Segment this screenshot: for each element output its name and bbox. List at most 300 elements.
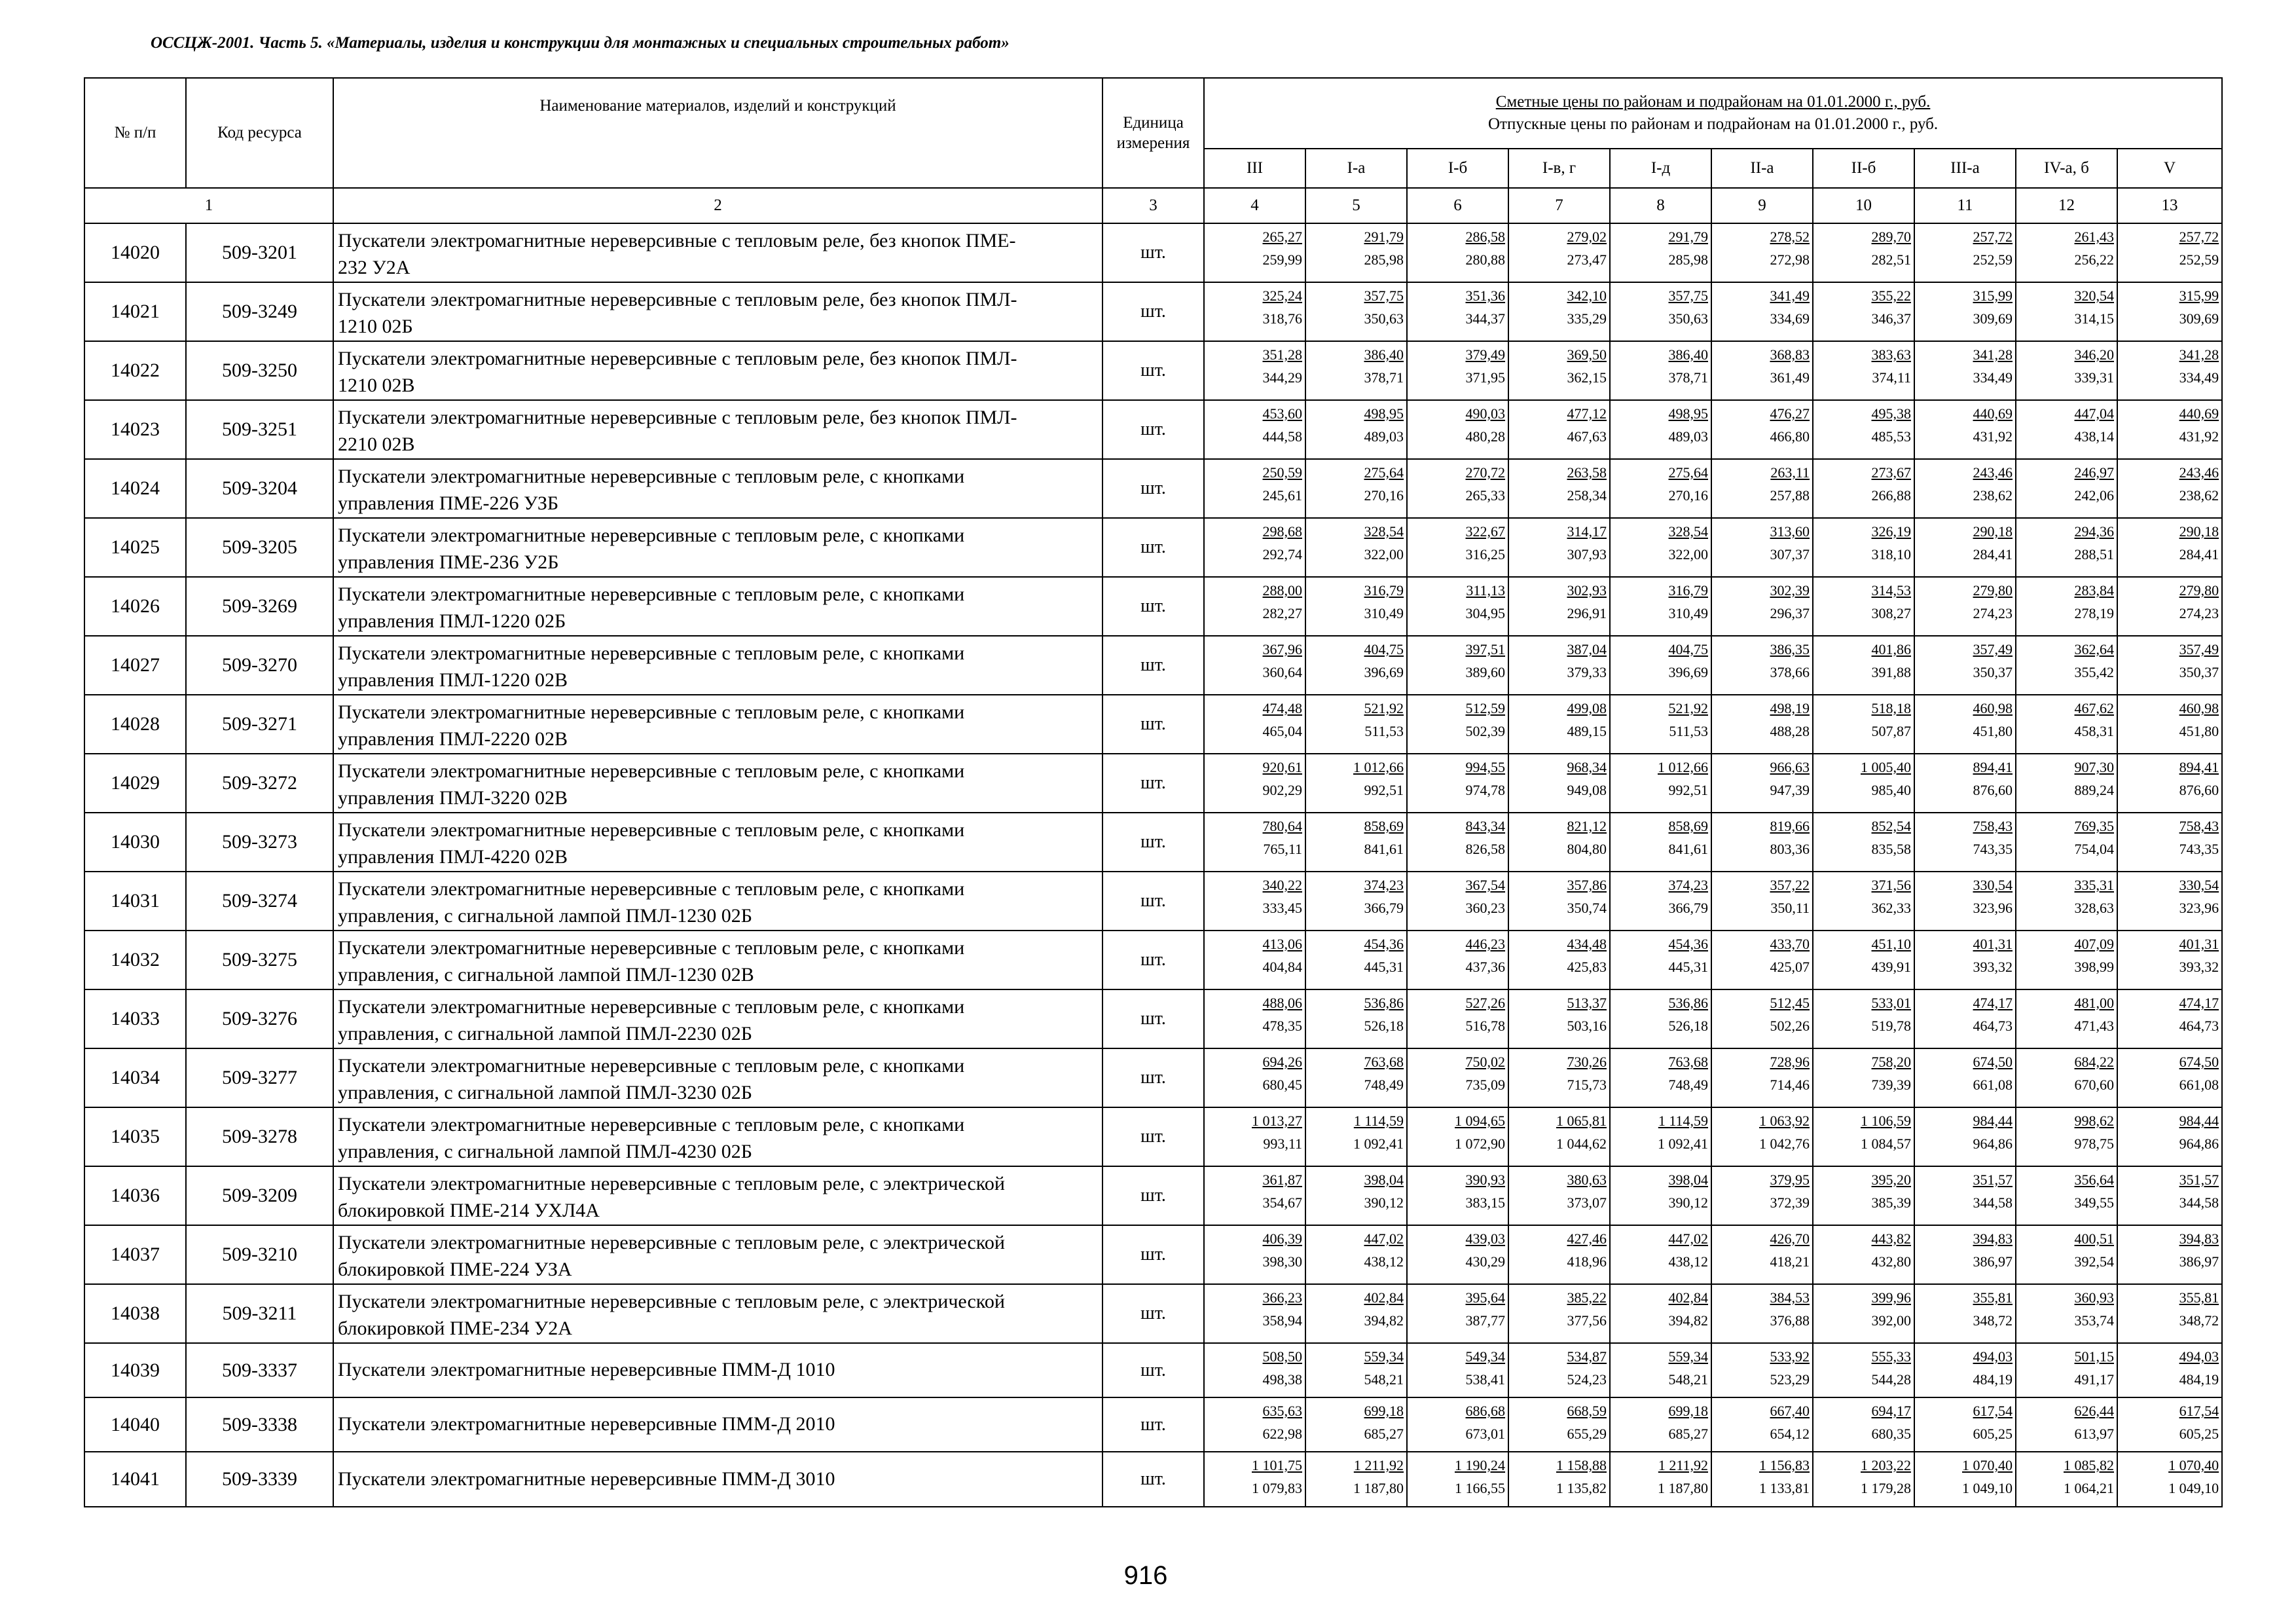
- price-cell: [1204, 1166, 1305, 1225]
- estimate-price: 369,50: [1567, 346, 1607, 363]
- release-price: 670,60: [2074, 1077, 2114, 1093]
- release-price: 318,76: [1262, 310, 1302, 327]
- release-price: 350,11: [1770, 900, 1810, 916]
- estimate-price: 386,35: [1770, 641, 1810, 657]
- estimate-price: 395,64: [1465, 1289, 1505, 1306]
- estimate-price: 257,72: [2179, 229, 2219, 245]
- release-price: 350,74: [1567, 900, 1607, 916]
- release-price: 318,10: [1871, 546, 1911, 563]
- price-cell: [1305, 400, 1407, 459]
- estimate-price: 534,87: [1567, 1348, 1607, 1365]
- price-cell: [1508, 931, 1610, 989]
- estimate-price: 536,86: [1668, 995, 1708, 1011]
- release-price: 465,04: [1262, 723, 1302, 739]
- estimate-price: 968,34: [1567, 759, 1607, 775]
- row-number: 14029: [84, 754, 186, 813]
- column-number: 3: [1102, 188, 1204, 223]
- row-number: 14038: [84, 1284, 186, 1343]
- release-price: 309,69: [1973, 310, 2013, 327]
- table-row: [84, 282, 2222, 341]
- estimate-price: 966,63: [1770, 759, 1810, 775]
- price-cell: [1711, 282, 1813, 341]
- column-number: 12: [2016, 188, 2117, 223]
- resource-code: 509-3277: [186, 1048, 333, 1107]
- release-price: 488,28: [1770, 723, 1810, 739]
- estimate-price: 1 085,82: [2064, 1457, 2114, 1473]
- price-cell: [1610, 1048, 1711, 1107]
- release-price: 390,12: [1364, 1194, 1404, 1211]
- price-cell: [1711, 1225, 1813, 1284]
- estimate-price: 1 070,40: [1962, 1457, 2013, 1473]
- row-number: 14039: [84, 1343, 186, 1397]
- estimate-price: 907,30: [2074, 759, 2114, 775]
- release-price: 430,29: [1465, 1253, 1505, 1270]
- release-price: 296,91: [1567, 605, 1607, 621]
- price-cell: [2117, 1166, 2222, 1225]
- running-header: ОССЦЖ-2001. Часть 5. «Материалы, изделия и конструкции для монтажных и специальных строительных работ»: [151, 34, 1010, 52]
- estimate-price: 684,22: [2074, 1054, 2114, 1070]
- release-price: 480,28: [1465, 428, 1505, 445]
- estimate-price: 360,93: [2074, 1289, 2114, 1306]
- release-price: 748,49: [1668, 1077, 1708, 1093]
- row-number: 14024: [84, 459, 186, 518]
- estimate-price: 501,15: [2074, 1348, 2114, 1365]
- price-cell: [1305, 1166, 1407, 1225]
- estimate-price: 498,95: [1668, 405, 1708, 422]
- release-price: 804,80: [1567, 841, 1607, 857]
- estimate-price: 322,67: [1465, 523, 1505, 540]
- price-cell: [1711, 577, 1813, 636]
- release-price: 314,15: [2074, 310, 2114, 327]
- release-price: 993,11: [1263, 1135, 1302, 1152]
- release-price: 307,93: [1567, 546, 1607, 563]
- material-name-line: Пускатели электромагнитные нереверсивные ПММ-Д 1010: [338, 1359, 835, 1381]
- price-cell: [2117, 754, 2222, 813]
- release-price: 288,51: [2074, 546, 2114, 563]
- resource-code: 509-3339: [186, 1452, 333, 1507]
- release-price: 393,32: [1973, 959, 2013, 975]
- price-cell: [2016, 577, 2117, 636]
- material-name-line: Пускатели электромагнитные нереверсивные с тепловым реле, без кнопок ПМЛ-: [338, 289, 1017, 310]
- release-price: 1 084,57: [1861, 1135, 1911, 1152]
- release-price: 328,63: [2074, 900, 2114, 916]
- price-cell: [1508, 518, 1610, 577]
- estimate-price: 758,20: [1871, 1054, 1911, 1070]
- price-cell: [1610, 1166, 1711, 1225]
- estimate-price: 1 156,83: [1759, 1457, 1810, 1473]
- release-price: 258,34: [1567, 487, 1607, 504]
- release-price: 714,46: [1770, 1077, 1810, 1093]
- release-price: 748,49: [1364, 1077, 1404, 1093]
- price-cell: [1407, 341, 1508, 400]
- estimate-price: 275,64: [1364, 464, 1404, 481]
- price-cell: [1711, 223, 1813, 282]
- price-cell: [1305, 813, 1407, 872]
- release-price: 335,29: [1567, 310, 1607, 327]
- estimate-price: 291,79: [1364, 229, 1404, 245]
- price-cell: [1407, 989, 1508, 1048]
- material-name-line: Пускатели электромагнитные нереверсивные с тепловым реле, с кнопками: [338, 525, 965, 546]
- estimate-price: 763,68: [1668, 1054, 1708, 1070]
- price-cell: [2117, 459, 2222, 518]
- release-price: 507,87: [1871, 723, 1911, 739]
- release-price: 478,35: [1262, 1018, 1302, 1034]
- release-price: 366,79: [1668, 900, 1708, 916]
- price-cell: [1914, 1452, 2016, 1507]
- release-price: 308,27: [1871, 605, 1911, 621]
- release-price: 485,53: [1871, 428, 1911, 445]
- estimate-price: 386,40: [1364, 346, 1404, 363]
- release-price: 489,15: [1567, 723, 1607, 739]
- resource-code: 509-3275: [186, 931, 333, 989]
- release-price: 390,12: [1668, 1194, 1708, 1211]
- price-cell: [1508, 459, 1610, 518]
- region-header: I-д: [1610, 149, 1711, 188]
- release-price: 511,53: [1669, 723, 1708, 739]
- price-cell: [1610, 400, 1711, 459]
- price-cell: [1711, 989, 1813, 1048]
- price-cell: [1813, 1284, 1914, 1343]
- estimate-price: 326,19: [1871, 523, 1911, 540]
- release-price: 376,88: [1770, 1312, 1810, 1329]
- row-number: 14035: [84, 1107, 186, 1166]
- estimate-price: 446,23: [1465, 936, 1505, 952]
- release-price: 379,33: [1567, 664, 1607, 680]
- price-cell: [1508, 754, 1610, 813]
- release-price: 673,01: [1465, 1426, 1505, 1442]
- estimate-price: 699,18: [1668, 1403, 1708, 1419]
- release-price: 394,82: [1364, 1312, 1404, 1329]
- release-price: 274,23: [2179, 605, 2219, 621]
- table-row: [84, 341, 2222, 400]
- release-price: 282,51: [1871, 251, 1911, 268]
- estimate-price: 243,46: [2179, 464, 2219, 481]
- release-price: 526,18: [1364, 1018, 1404, 1034]
- price-cell: [1711, 1397, 1813, 1452]
- price-cell: [1204, 872, 1305, 931]
- release-price: 511,53: [1364, 723, 1404, 739]
- price-cell: [1204, 989, 1305, 1048]
- price-cell: [1508, 282, 1610, 341]
- material-name: [333, 282, 1102, 341]
- price-cell: [1204, 341, 1305, 400]
- price-cell: [1305, 282, 1407, 341]
- price-cell: [1813, 1343, 1914, 1397]
- price-cell: [1610, 1452, 1711, 1507]
- material-name: [333, 223, 1102, 282]
- estimate-price: 998,62: [2074, 1113, 2114, 1129]
- price-cell: [1305, 341, 1407, 400]
- estimate-price: 302,39: [1770, 582, 1810, 599]
- estimate-price: 498,95: [1364, 405, 1404, 422]
- estimate-price: 243,46: [1973, 464, 2013, 481]
- estimate-price: 407,09: [2074, 936, 2114, 952]
- col-header-name: Наименование материалов, изделий и конструкций: [333, 78, 1102, 188]
- release-price: 654,12: [1770, 1426, 1810, 1442]
- estimate-price: 1 106,59: [1861, 1113, 1911, 1129]
- estimate-price: 400,51: [2074, 1230, 2114, 1247]
- row-number: 14023: [84, 400, 186, 459]
- table-row: [84, 1048, 2222, 1107]
- estimate-price: 357,86: [1567, 877, 1607, 893]
- price-cell: [1508, 636, 1610, 695]
- price-cell: [1711, 1284, 1813, 1343]
- release-price: 361,49: [1770, 369, 1810, 386]
- release-price: 372,39: [1770, 1194, 1810, 1211]
- estimate-price: 394,83: [2179, 1230, 2219, 1247]
- estimate-price: 513,37: [1567, 995, 1607, 1011]
- release-price: 333,45: [1262, 900, 1302, 916]
- release-price: 444,58: [1262, 428, 1302, 445]
- estimate-price: 1 114,59: [1353, 1113, 1404, 1129]
- estimate-price: 330,54: [1973, 877, 2013, 893]
- estimate-price: 357,49: [2179, 641, 2219, 657]
- price-cell: [1407, 931, 1508, 989]
- price-cell: [1407, 1343, 1508, 1397]
- release-price: 548,21: [1668, 1371, 1708, 1388]
- estimate-price: 617,54: [2179, 1403, 2219, 1419]
- release-price: 978,75: [2074, 1135, 2114, 1152]
- release-price: 285,98: [1364, 251, 1404, 268]
- price-cell: [1711, 754, 1813, 813]
- release-price: 350,37: [1973, 664, 2013, 680]
- estimate-price: 404,75: [1668, 641, 1708, 657]
- release-price: 344,58: [1973, 1194, 2013, 1211]
- estimate-price: 320,54: [2074, 287, 2114, 304]
- estimate-price: 342,10: [1567, 287, 1607, 304]
- estimate-price: 1 070,40: [2168, 1457, 2219, 1473]
- price-cell: [1204, 1452, 1305, 1507]
- price-cell: [2016, 1107, 2117, 1166]
- price-cell: [1914, 577, 2016, 636]
- estimate-price: 406,39: [1262, 1230, 1302, 1247]
- release-price: 386,97: [2179, 1253, 2219, 1270]
- estimate-price: 694,17: [1871, 1403, 1911, 1419]
- estimate-price: 275,64: [1668, 464, 1708, 481]
- material-name: [333, 1397, 1102, 1452]
- estimate-price: 984,44: [2179, 1113, 2219, 1129]
- release-price: 296,37: [1770, 605, 1810, 621]
- estimate-price: 328,54: [1668, 523, 1708, 540]
- estimate-price: 314,53: [1871, 582, 1911, 599]
- release-price: 661,08: [1973, 1077, 2013, 1093]
- price-cell: [1610, 1107, 1711, 1166]
- material-name-line: управления, с сигнальной лампой ПМЛ-3230 02Б: [338, 1081, 753, 1103]
- resource-code: 509-3276: [186, 989, 333, 1048]
- release-price: 1 092,41: [1658, 1135, 1708, 1152]
- material-name-line: управления ПМЛ-1220 02Б: [338, 610, 566, 632]
- estimate-price: 397,51: [1465, 641, 1505, 657]
- release-price: 502,26: [1770, 1018, 1810, 1034]
- material-name-line: Пускатели электромагнитные нереверсивные с тепловым реле, с электрической: [338, 1232, 1005, 1253]
- price-cell: [2016, 223, 2117, 282]
- release-price: 431,92: [2179, 428, 2219, 445]
- price-cell: [1204, 754, 1305, 813]
- material-name-line: Пускатели электромагнитные нереверсивные с тепловым реле, с кнопками: [338, 1055, 965, 1077]
- estimate-price: 1 012,66: [1658, 759, 1708, 775]
- price-cell: [2117, 400, 2222, 459]
- price-table: [84, 77, 2223, 1507]
- price-cell: [1407, 282, 1508, 341]
- release-price: 974,78: [1465, 782, 1505, 798]
- release-price: 439,91: [1871, 959, 1911, 975]
- price-cell: [2016, 1225, 2117, 1284]
- price-cell: [1813, 989, 1914, 1048]
- release-price: 1 179,28: [1861, 1480, 1911, 1496]
- estimate-price: 533,01: [1871, 995, 1911, 1011]
- material-name-line: 1210 02Б: [338, 315, 413, 337]
- estimate-price: 668,59: [1567, 1403, 1607, 1419]
- release-price: 902,29: [1262, 782, 1302, 798]
- price-cell: [1711, 1107, 1813, 1166]
- estimate-price: 674,50: [1973, 1054, 2013, 1070]
- estimate-price: 894,41: [2179, 759, 2219, 775]
- release-price: 661,08: [2179, 1077, 2219, 1093]
- estimate-price: 443,82: [1871, 1230, 1911, 1247]
- column-number: 5: [1305, 188, 1407, 223]
- price-cell: [1711, 1343, 1813, 1397]
- estimate-price: 499,08: [1567, 700, 1607, 716]
- release-price: 418,96: [1567, 1253, 1607, 1270]
- price-cell: [1813, 636, 1914, 695]
- unit: шт.: [1102, 1284, 1204, 1343]
- price-cell: [1914, 754, 2016, 813]
- release-price: 516,78: [1465, 1018, 1505, 1034]
- price-cell: [1813, 282, 1914, 341]
- estimate-price: 728,96: [1770, 1054, 1810, 1070]
- material-name-line: 2210 02В: [338, 433, 415, 455]
- price-cell: [1407, 1284, 1508, 1343]
- release-price: 323,96: [1973, 900, 2013, 916]
- release-price: 266,88: [1871, 487, 1911, 504]
- estimate-price: 314,17: [1567, 523, 1607, 540]
- estimate-price: 994,55: [1465, 759, 1505, 775]
- release-price: 622,98: [1262, 1426, 1302, 1442]
- estimate-price: 404,75: [1364, 641, 1404, 657]
- price-cell: [1204, 223, 1305, 282]
- release-price: 743,35: [1973, 841, 2013, 857]
- unit: шт.: [1102, 282, 1204, 341]
- price-cell: [1813, 695, 1914, 754]
- release-price: 438,12: [1364, 1253, 1404, 1270]
- material-name-line: управления ПМЕ-236 У2Б: [338, 551, 559, 573]
- resource-code: 509-3337: [186, 1343, 333, 1397]
- price-cell: [1508, 1225, 1610, 1284]
- row-number: 14033: [84, 989, 186, 1048]
- estimate-price: 263,58: [1567, 464, 1607, 481]
- estimate-price: 852,54: [1871, 818, 1911, 834]
- estimate-price: 495,38: [1871, 405, 1911, 422]
- material-name: [333, 1343, 1102, 1397]
- material-name: [333, 1048, 1102, 1107]
- price-cell: [1305, 223, 1407, 282]
- release-price: 438,12: [1668, 1253, 1708, 1270]
- estimate-price: 1 013,27: [1252, 1113, 1302, 1129]
- price-cell: [1407, 400, 1508, 459]
- release-price: 1 064,21: [2064, 1480, 2114, 1496]
- estimate-price: 667,40: [1770, 1403, 1810, 1419]
- release-price: 270,16: [1364, 487, 1404, 504]
- release-price: 523,29: [1770, 1371, 1810, 1388]
- estimate-price: 367,96: [1262, 641, 1302, 657]
- estimate-price: 453,60: [1262, 405, 1302, 422]
- price-cell: [1914, 341, 2016, 400]
- estimate-price: 440,69: [1973, 405, 2013, 422]
- release-price: 431,92: [1973, 428, 2013, 445]
- release-price: 278,19: [2074, 605, 2114, 621]
- release-price: 715,73: [1567, 1077, 1607, 1093]
- price-cell: [1610, 577, 1711, 636]
- release-price: 393,32: [2179, 959, 2219, 975]
- material-name: [333, 813, 1102, 872]
- release-price: 685,27: [1668, 1426, 1708, 1442]
- price-cell: [1305, 1107, 1407, 1166]
- unit: шт.: [1102, 1048, 1204, 1107]
- material-name-line: Пускатели электромагнитные нереверсивные с тепловым реле, с кнопками: [338, 466, 965, 487]
- price-cell: [1610, 1284, 1711, 1343]
- region-header: II-а: [1711, 149, 1813, 188]
- estimate-price: 257,72: [1973, 229, 2013, 245]
- estimate-price: 362,64: [2074, 641, 2114, 657]
- price-cell: [1914, 459, 2016, 518]
- release-price: 385,39: [1871, 1194, 1911, 1211]
- table-row: [84, 1284, 2222, 1343]
- material-name: [333, 577, 1102, 636]
- estimate-price: 283,84: [2074, 582, 2114, 599]
- table-row: [84, 813, 2222, 872]
- release-price: 386,97: [1973, 1253, 2013, 1270]
- material-name-line: Пускатели электромагнитные нереверсивные с тепловым реле, с кнопками: [338, 642, 965, 664]
- estimate-price: 555,33: [1871, 1348, 1911, 1365]
- resource-code: 509-3249: [186, 282, 333, 341]
- price-cell: [1711, 459, 1813, 518]
- price-cell: [1204, 1107, 1305, 1166]
- material-name-line: управления, с сигнальной лампой ПМЛ-1230 02Б: [338, 904, 753, 927]
- release-price: 544,28: [1871, 1371, 1911, 1388]
- table-row: [84, 1166, 2222, 1225]
- estimate-price: 494,03: [2179, 1348, 2219, 1365]
- release-price: 374,11: [1872, 369, 1911, 386]
- estimate-price: 843,34: [1465, 818, 1505, 834]
- release-price: 349,55: [2074, 1194, 2114, 1211]
- table-row: [84, 989, 2222, 1048]
- price-cell: [2016, 872, 2117, 931]
- estimate-price: 402,84: [1668, 1289, 1708, 1306]
- price-cell: [2016, 989, 2117, 1048]
- price-cell: [1508, 813, 1610, 872]
- price-cell: [1508, 223, 1610, 282]
- estimate-price: 1 211,92: [1658, 1457, 1708, 1473]
- estimate-price: 315,99: [2179, 287, 2219, 304]
- material-name-line: Пускатели электромагнитные нереверсивные с тепловым реле, с электрической: [338, 1291, 1005, 1312]
- price-cell: [1711, 1452, 1813, 1507]
- estimate-price: 265,27: [1262, 229, 1302, 245]
- release-price: 270,16: [1668, 487, 1708, 504]
- estimate-price: 1 101,75: [1252, 1457, 1302, 1473]
- price-cell: [2016, 1343, 2117, 1397]
- estimate-price: 617,54: [1973, 1403, 2013, 1419]
- price-cell: [2016, 282, 2117, 341]
- price-cell: [1305, 754, 1407, 813]
- release-price: 680,45: [1262, 1077, 1302, 1093]
- estimate-price: 390,93: [1465, 1172, 1505, 1188]
- material-name-line: Пускатели электромагнитные нереверсивные с тепловым реле, без кнопок ПМЕ-: [338, 230, 1016, 251]
- release-price: 1 079,83: [1252, 1480, 1302, 1496]
- column-number: 11: [1914, 188, 2016, 223]
- price-cell: [1813, 341, 1914, 400]
- price-cell: [1610, 341, 1711, 400]
- resource-code: 509-3338: [186, 1397, 333, 1452]
